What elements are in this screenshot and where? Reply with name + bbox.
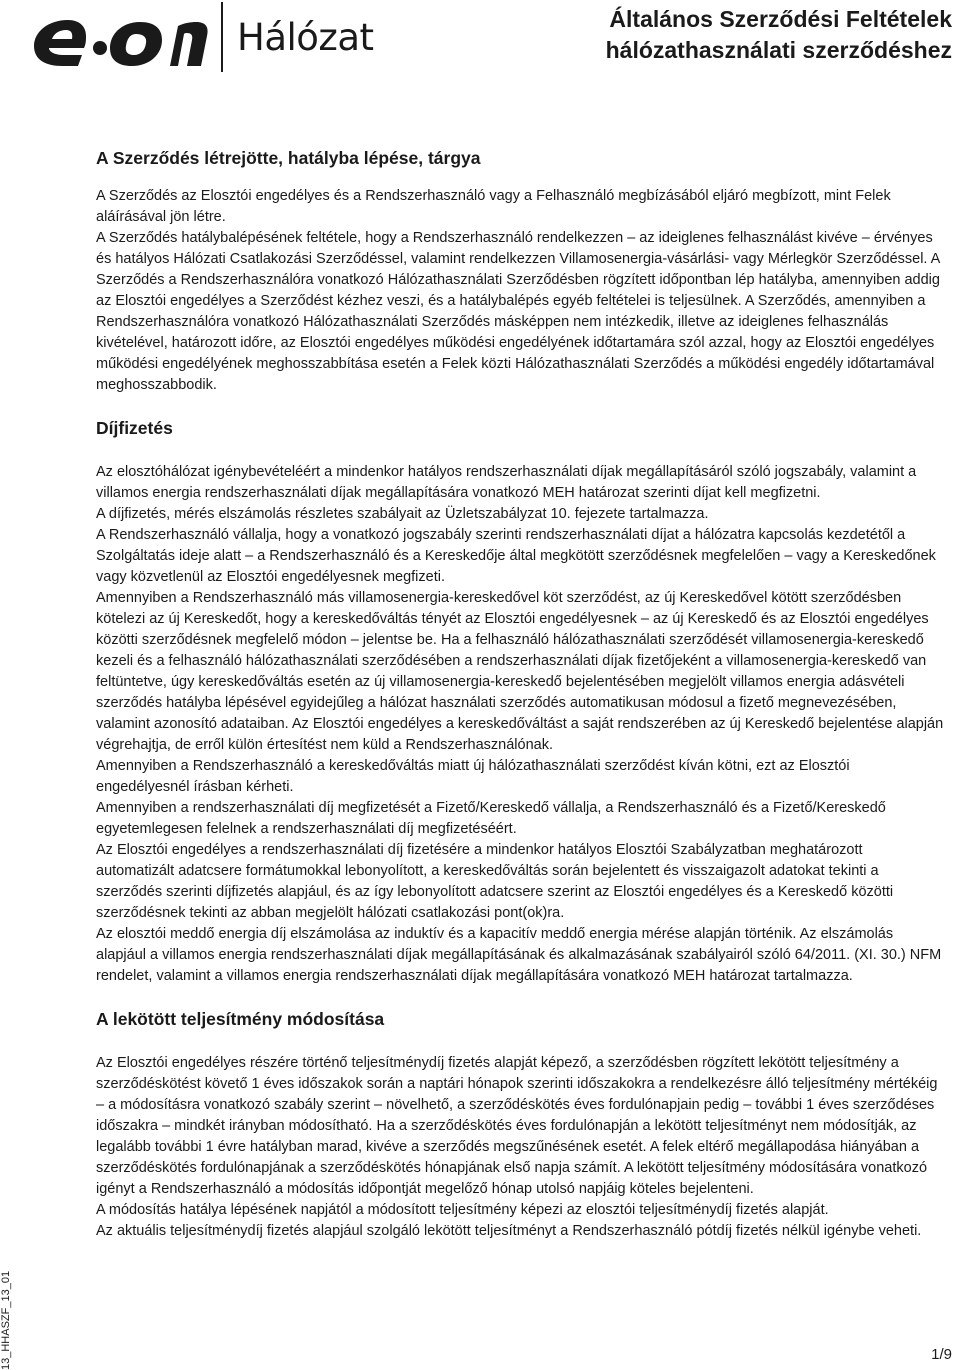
paragraph: Az elosztói meddő energia díj elszámolása az induktív és a kapacitív meddő energia mérése alapján történik. Az elszámolás alapjául a villamos energia rendszerhasználati díjak megállapításának és alkalmazásának szabályairól szóló 64/2011. (XI. 30.) NFM rendelet, valamint a villamos energia rendszerhasználati díjak megállapítására vonatkozó MEH határozat tartalmazza. [96,926,942,984]
section-heading: Díjfizetés [96,418,173,438]
document-title-line-1: Általános Szerződési Feltételek [609,6,952,32]
header-divider [221,2,223,72]
paragraph: Az aktuális teljesítménydíj fizetés alapjául szolgáló lekötött teljesítményt a Rendszerhasználó pótdíj fizetés nélkül igénybe veheti. [96,1223,922,1239]
logo-letter-e [34,20,86,66]
paragraph: A módosítás hatálya lépésének napjától a módosított teljesítmény képezi az elosztói teljesítménydíj fizetés alapját. [96,1202,829,1218]
paragraph: Amennyiben a Rendszerhasználó a kereskedőváltás miatt új hálózathasználati szerződést kíván kötni, ezt az Elosztói engedélyesnél írásban kérheti. [96,758,850,795]
section-reserved-capacity [96,1007,944,1242]
logo-letter-o [110,22,162,66]
brand-subtitle: Hálózat [237,16,374,59]
document-body [96,146,944,1242]
document-title [606,4,952,66]
paragraph: Az Elosztói engedélyes a rendszerhasználati díj fizetésére a mindenkor hatályos Elosztói Szabályzatban meghatározott automatizált adatcsere formátumokkal lebonyolított, a kereskedőváltás során bejelentett és visszaigazolt adatokat tekinti a szerződés szerinti díjfizetés alapjául, és az így lebonyolított adatcsere szerint az Elosztói engedélyes és a Kereskedő közötti szerződésnek tekinti az abban megjelölt hálózati csatlakozási pont(ok)ra. [96,842,894,921]
paragraph: Amennyiben a Rendszerhasználó más villamosenergia-kereskedővel köt szerződést, az új Kereskedővel kötött szerződésben kötelezi az új Kereskedőt, hogy a kereskedőváltás tényét az Elosztói engedélyesnek – az új Kereskedő és az Elosztói engedélyes közötti szerződésnek megfelelő módon – jelentse be. Ha a felhasználó hálózathasználati szerződését villamosenergia-kereskedő kezeli és a felhasználó hálózathasználati szerződésében a rendszerhasználati díjak fizetőjeként a villamosenergia-kereskedő van feltüntetve, úgy kereskedőváltás esetén az új villamosenergia-kereskedő bejelentésében megjelölt villamos energia adásvételi szerződés hatályba lépésével egyidejűleg a hálózat használati szerződés automatikusan módosul a fizető megnevezésében, valamint azonosító adataiban. Az Elosztói engedélyes a kereskedőváltást a saját rendszerében az új Kereskedő bejelentése alapján végrehajtja, de erről külön értesítést nem küld a Rendszerhasználónak. [96,590,944,753]
paragraph: Az elosztóhálózat igénybevételéért a mindenkor hatályos rendszerhasználati díjak megállapításáról szóló jogszabály, valamint a villamos energia rendszerhasználati díjak megállapítására vonatkozó MEH határozat szerinti díjat kell megfizetni. [96,464,917,501]
eon-logo [28,8,208,70]
section-heading: A lekötött teljesítmény módosítása [96,1009,385,1029]
page-number: 1/9 [931,1346,952,1363]
paragraph: Amennyiben a rendszerhasználati díj megfizetését a Fizető/Kereskedő vállalja, a Rendszerhasználó és a Fizető/Kereskedő egyetemlegesen felelnek a rendszerhasználati díj megfizetéséért. [96,800,886,837]
document-code: 13_HHASZF_13_01 [0,1270,12,1370]
logo-dot [93,41,107,55]
paragraph: Az Elosztói engedélyes részére történő teljesítménydíj fizetés alapját képező, a szerződésben rögzített lekötött teljesítmény a szerződéskötést követő 1 éves időszakok során a naptári hónapok szerinti időszakokra a rendelkezésre álló teljesítmény mértékéig – a módosításra vonatkozó szabály szerint – növelhető, a szerződéskötés éves fordulónapjain pedig – további 1 éves szerződéses időszakra – mindkét irányban módosítható. Ha a szerződéskötés éves fordulónapján a lekötött teljesítményt nem módosítják, az legalább további 1 évre hatályban marad, kivéve a szerződés megszűnésének esetét. A felek eltérő megállapodása hiányában a szerződéskötés fordulónapjának a szerződéskötés hónapjának első napja számít. A lekötött teljesítmény módosítására vonatkozó igényt a Rendszerhasználó a módosítás időpontját megelőző hónap utolsó napjáig köteles bejelenteni. [96,1055,938,1197]
paragraph: A Rendszerhasználó vállalja, hogy a vonatkozó jogszabály szerinti rendszerhasználati díjat a hálózatra kapcsolás kezdetétől a Szolgáltatás ideje alatt – a Rendszerhasználó és a Kereskedője által megkötött szerződésnek megfelelően – vagy a Kereskedőnek vagy közvetlenül az Elosztói engedélyesnek megfizeti. [96,527,936,585]
section-fee-payment [96,416,944,987]
section-heading: A Szerződés létrejötte, hatályba lépése, tárgya [96,148,481,168]
paragraph: A díjfizetés, mérés elszámolás részletes szabályait az Üzletszabályzat 10. fejezete tartalmazza. [96,506,709,522]
section-contract-formation [96,146,944,396]
logo-letter-n [170,22,208,66]
document-title-line-2: hálózathasználati szerződéshez [605,37,952,63]
paragraph: A Szerződés hatálybalépésének feltétele, hogy a Rendszerhasználó rendelkezzen – az ideiglenes felhasználást kivéve – érvényes és hatályos Hálózati Csatlakozási Szerződéssel, valamint rendelkezzen Villamosenergia-vásárlási- vagy Mérlegkör Szerződéssel. A Szerződés a Rendszerhasználóra vonatkozó Hálózathasználati Szerződésben rögzített időpontban lép hatályba, amennyiben addig az Elosztói engedélyes a Szerződést kézhez veszi, és a hatálybalépés egyéb feltételei is teljesülnek. A Szerződés, amennyiben a Rendszerhasználóra vonatkozó Hálózathasználati Szerződés másképpen nem intézkedik, illetve az ideiglenes felhasználás kivételével, határozott időre, az Elosztói engedélyes működési engedélyének időtartamára szól azzal, hogy az Elosztói engedélyes működési engedélyének meghosszabbítása esetén a Felek közti Hálózathasználati Szerződés a működési engedély időtartamával meghosszabbodik. [96,230,940,393]
paragraph: A Szerződés az Elosztói engedélyes és a Rendszerhasználó vagy a Felhasználó megbízásából eljáró megbízott, mint Felek aláírásával jön létre. [96,188,891,225]
